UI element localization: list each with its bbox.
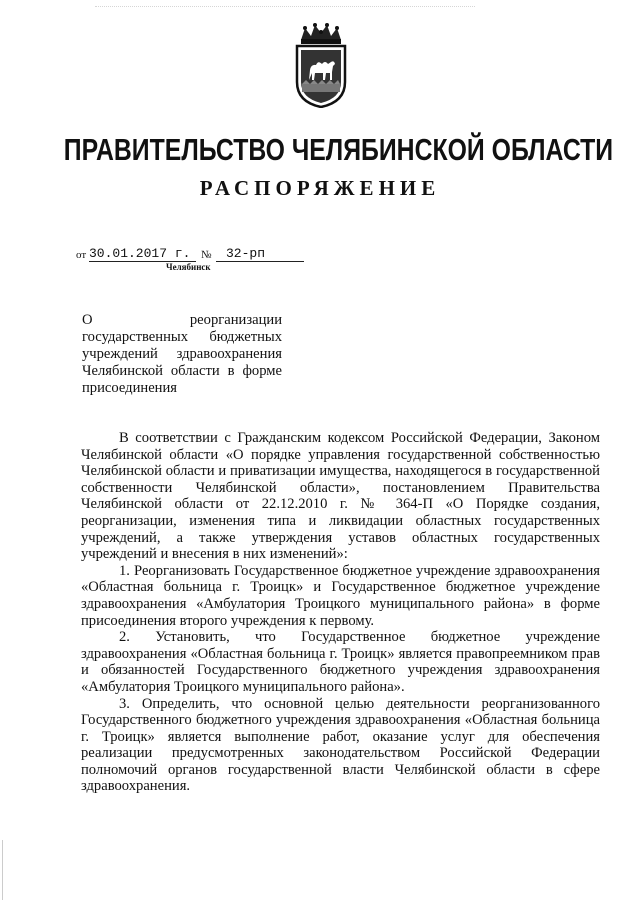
document-date: 30.01.2017 г.: [89, 246, 196, 262]
preamble-paragraph: В соответствии с Гражданским кодексом Российской Федерации, Законом Челябинской области «О порядке управления государственной собственностью Челябинской области и приватизации имущества, находящегося в государственной собственности Челябинской области», постановлением Правительства Челябинской области от 22.12.2010 г. № 364-П «О Порядке создания, реорганизации, изменения типа и ликвидации областных государственных учреждений, а также утверждения уставов областных государственных учреждений и внесения в них изменений»:: [81, 430, 600, 563]
document-number: 32-рп: [216, 246, 304, 262]
scan-artifact: [95, 6, 475, 11]
coat-of-arms-icon: [293, 22, 349, 108]
document-body: [81, 430, 600, 795]
document-subject: [82, 312, 282, 397]
clause-paragraph: 2. Установить, что Государственное бюджетное учреждение здравоохранения «Областная больница г. Троицк» является правопреемником прав и обязанностей Государственного бюджетного учреждения здравоохранения «Амбулатория Троицкого муниципального района».: [81, 629, 600, 695]
scan-margin-mark: [2, 840, 3, 900]
city-label: Челябинск: [166, 262, 211, 272]
number-label: №: [201, 249, 212, 261]
clause-paragraph: 1. Реорганизовать Государственное бюджетное учреждение здравоохранения «Областная больница г. Троицк» и Государственное бюджетное учреждение здравоохранения «Амбулатория Троицкого муниципального района» в форме присоединения второго учреждения к первому.: [81, 562, 600, 629]
document-type: РАСПОРЯЖЕНИЕ: [199, 176, 441, 200]
subject-line: присоединения: [82, 380, 178, 396]
organization-title: ПРАВИТЕЛЬСТВО ЧЕЛЯБИНСКОЙ ОБЛАСТИ: [63, 132, 614, 167]
date-prefix-label: от: [76, 249, 87, 261]
subject-line: учреждений здравоохранения: [82, 346, 282, 362]
subject-line: государственных бюджетных: [82, 329, 282, 345]
clause-paragraph: 3. Определить, что основной целью деятельности реорганизованного Государственного бюджетного учреждения здравоохранения «Областная больница г. Троицк» является выполнение работ, оказание услуг для обеспечения реализации предусмотренных законодательством Российской Федерации полномочий органов государственной власти Челябинской области в сфере здравоохранения.: [81, 695, 600, 795]
subject-line: О реорганизации: [82, 312, 282, 328]
subject-line: Челябинской области в форме: [82, 363, 282, 379]
